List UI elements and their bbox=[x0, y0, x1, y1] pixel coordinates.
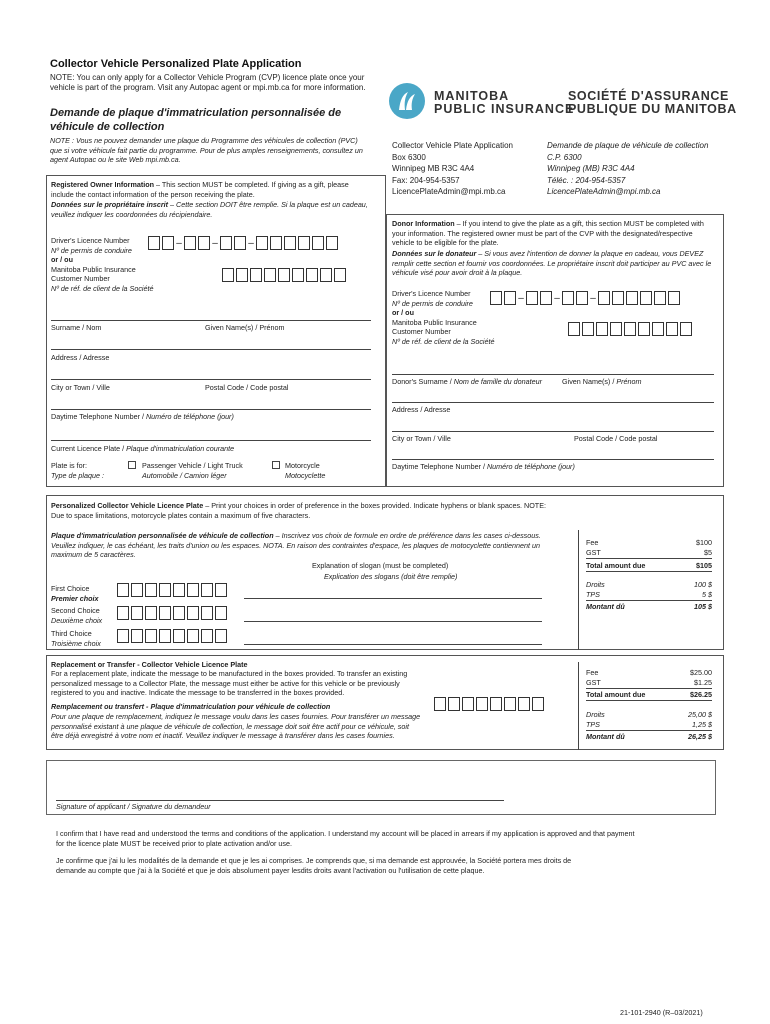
donor-phone-field[interactable]: Daytime Telephone Number / Numéro de téléphone (jour) bbox=[392, 462, 575, 471]
mpi-logo-icon bbox=[388, 82, 426, 120]
form-number: 21-101-2940 (R–03/2021) bbox=[620, 1008, 703, 1017]
owner-city-field[interactable]: City or Town / Ville bbox=[51, 383, 110, 392]
replacement-tps-row: TPS 1,25 $ bbox=[586, 720, 712, 729]
header-note-fr: NOTE : Vous ne pouvez demander une plaque du Programme des véhicules de collection (PVC) que si votre véhicule fait partie du programme. Pour de plus amples renseignements, consultez un agent Autopac ou le site Web mpi.mb.ca. bbox=[50, 136, 363, 165]
gst-row: GST $5 bbox=[586, 548, 712, 557]
fee-row: Fee $100 bbox=[586, 538, 712, 547]
plate-type-label: Plate is for: Type de plaque : bbox=[51, 461, 105, 480]
confirmation-text-fr: Je confirme que j'ai lu les modalités de la demande et que je les ai comprises. Je comprends que, si ma demande est approuvée, la Société portera mes droits de demande au compte que j'ai à la Société et que je dois absolument payer lesdits droits avant l'activation ou l'utilisation de cette plaque. bbox=[56, 856, 572, 875]
current-plate-field[interactable]: Current Licence Plate / Plaque d'immatriculation courante bbox=[51, 444, 235, 453]
owner-heading: Registered Owner Information – This section MUST be completed. If giving as a gift, please include the contact information of the person receiving the plate. bbox=[51, 180, 349, 199]
replacement-heading: Replacement or Transfer - Collector Vehicle Licence Plate bbox=[51, 660, 248, 669]
donor-dl-input[interactable]: – – – bbox=[490, 291, 682, 305]
owner-dl-input[interactable]: – – – bbox=[148, 236, 340, 250]
motorcycle-checkbox[interactable] bbox=[272, 461, 280, 469]
slogan-label: Explanation of slogan (must be completed) bbox=[312, 561, 449, 570]
second-choice-input[interactable] bbox=[117, 606, 229, 620]
third-choice-slogan-line[interactable] bbox=[244, 644, 542, 645]
mailing-address-fr: Demande de plaque de véhicule de collection C.P. 6300 Winnipeg (MB) R3C 4A4 Téléc. : 204-954-5357 LicencePlateAdmin@mpi.mb.ca bbox=[547, 141, 709, 196]
personalized-heading-fr: Plaque d'immatriculation personnalisée de véhicule de collection – Inscrivez vos choix de formule en ordre de préférence dans les cases ci-dessous. Veuillez indiquer, le cas échéant, les traits d'union ou les espaces. NOTA. En raison des contraintes d'espace, les plaques de motocyclette contiennent un maximum de 5 caractères. bbox=[51, 531, 541, 560]
signature-label: Signature of applicant / Signature du demandeur bbox=[56, 802, 211, 811]
replacement-montant-row: Montant dû 26,25 $ bbox=[586, 732, 712, 741]
total-row: Total amount due $105 bbox=[586, 561, 712, 570]
donor-city-field[interactable]: City or Town / Ville bbox=[392, 434, 451, 443]
donor-postal-field[interactable]: Postal Code / Code postal bbox=[574, 434, 658, 443]
tps-row: TPS 5 $ bbox=[586, 590, 712, 599]
logo-text-fr: SOCIÉTÉ D'ASSURANCE PUBLIQUE DU MANITOBA bbox=[568, 89, 737, 116]
motorcycle-label: Motorcycle Motocyclette bbox=[285, 461, 326, 480]
owner-given-name-field[interactable]: Given Name(s) / Prénom bbox=[205, 323, 285, 332]
owner-surname-field[interactable]: Surname / Nom bbox=[51, 323, 102, 332]
donor-customer-number-input[interactable] bbox=[568, 322, 694, 336]
first-choice-label: First Choice Premier choix bbox=[51, 584, 99, 603]
header-note: NOTE: You can only apply for a Collector Vehicle Program (CVP) licence plate once your vehicle is part of the program. Visit any Autopac agent or mpi.mb.ca for more information. bbox=[50, 73, 366, 92]
montant-row: Montant dû 105 $ bbox=[586, 602, 712, 611]
third-choice-label: Third Choice Troisième choix bbox=[51, 629, 101, 648]
owner-postal-field[interactable]: Postal Code / Code postal bbox=[205, 383, 289, 392]
replacement-fee-row: Fee $25.00 bbox=[586, 668, 712, 677]
third-choice-input[interactable] bbox=[117, 629, 229, 643]
logo-text-en: MANITOBA PUBLIC INSURANCE bbox=[434, 89, 575, 116]
replacement-heading-fr: Remplacement ou transfert - Plaque d'immatriculation pour véhicule de collection bbox=[51, 702, 331, 711]
replacement-gst-row: GST $1.25 bbox=[586, 678, 712, 687]
replacement-text: For a replacement plate, indicate the message to be manufactured in the boxes provided. To transfer an existing personalized message to a Collector Plate, the message must either be active for this vehicle or be previously registered to you and inactive. Indicate the message to be transferred in the boxes provided. bbox=[51, 669, 408, 698]
personalized-heading: Personalized Collector Vehicle Licence Plate – Print your choices in order of preference in the boxes provided. Indicate hyphens or blank spaces. NOTE: Due to space limitations, motorcycle plates contain a maximum of five characters. bbox=[51, 501, 546, 520]
droits-row: Droits 100 $ bbox=[586, 580, 712, 589]
first-choice-slogan-line[interactable] bbox=[244, 598, 542, 599]
donor-heading-fr: Données sur le donateur – Si vous avez l'intention de donner la plaque en cadeau, vous DEVEZ remplir cette section et fournir vos coordonnées. Le propriétaire inscrit doit participer au PVC avec le véhicule visé pour avoir droit à la plaque. bbox=[392, 249, 712, 278]
owner-customer-number-input[interactable] bbox=[222, 268, 348, 282]
form-title-fr: Demande de plaque d'immatriculation personnalisée de véhicule de collection bbox=[50, 107, 342, 133]
passenger-vehicle-label: Passenger Vehicle / Light Truck Automobile / Camion léger bbox=[142, 461, 243, 480]
donor-given-name-field[interactable]: Given Name(s) / Prénom bbox=[562, 377, 642, 386]
owner-address-field[interactable]: Address / Adresse bbox=[51, 353, 110, 362]
donor-heading: Donor Information – If you intend to give the plate as a gift, this section MUST be completed with your information. The registered owner must be part of the CVP with the designated/respective vehicle to be eligible for the plate. bbox=[392, 219, 704, 248]
replacement-message-input[interactable] bbox=[434, 697, 546, 711]
replacement-droits-row: Droits 25,00 $ bbox=[586, 710, 712, 719]
donor-surname-field[interactable]: Donor's Surname / Nom de famille du donateur bbox=[392, 377, 542, 386]
owner-phone-field[interactable]: Daytime Telephone Number / Numéro de téléphone (jour) bbox=[51, 412, 234, 421]
second-choice-slogan-line[interactable] bbox=[244, 621, 542, 622]
second-choice-label: Second Choice Deuxième choix bbox=[51, 606, 103, 625]
mailing-address-en: Collector Vehicle Plate Application Box 6300 Winnipeg MB R3C 4A4 Fax: 204-954-5357 LicencePlateAdmin@mpi.mb.ca bbox=[392, 141, 513, 196]
slogan-label-fr: Explication des slogans (doit être remplie) bbox=[324, 572, 458, 581]
form-title: Collector Vehicle Personalized Plate Application bbox=[50, 58, 302, 70]
confirmation-text-en: I confirm that I have read and understood the terms and conditions of the application. I understand my account will be placed in arrears if my application is approved and that payment for the licence plate MUST be received prior to plate activation and/or use. bbox=[56, 829, 635, 848]
donor-dl-label: Driver's Licence Number Nº de permis de conduire or / ou Manitoba Public Insurance Customer Number Nº de réf. de client de la Société bbox=[392, 289, 495, 346]
replacement-total-row: Total amount due $26.25 bbox=[586, 690, 712, 699]
passenger-vehicle-checkbox[interactable] bbox=[128, 461, 136, 469]
replacement-text-fr: Pour une plaque de remplacement, indiquez le message voulu dans les cases fournies. Pour transférer un message personnalisé existant à une plaque de véhicule de collection, le message doit soit être actif pour ce véhicule, soit être déjà enregistré à votre nom et inactif. Veuillez indiquer le message à transférer dans les cases fournies. bbox=[51, 712, 421, 741]
owner-dl-label: Driver's Licence Number Nº de permis de conduire or / ou Manitoba Public Insurance Customer Number Nº de réf. de client de la Société bbox=[51, 236, 154, 293]
owner-heading-fr: Données sur le propriétaire inscrit – Cette section DOIT être remplie. Si la plaque est un cadeau, veuillez indiquer les coordonnées du récipiendaire. bbox=[51, 200, 368, 219]
first-choice-input[interactable] bbox=[117, 583, 229, 597]
donor-address-field[interactable]: Address / Adresse bbox=[392, 405, 451, 414]
